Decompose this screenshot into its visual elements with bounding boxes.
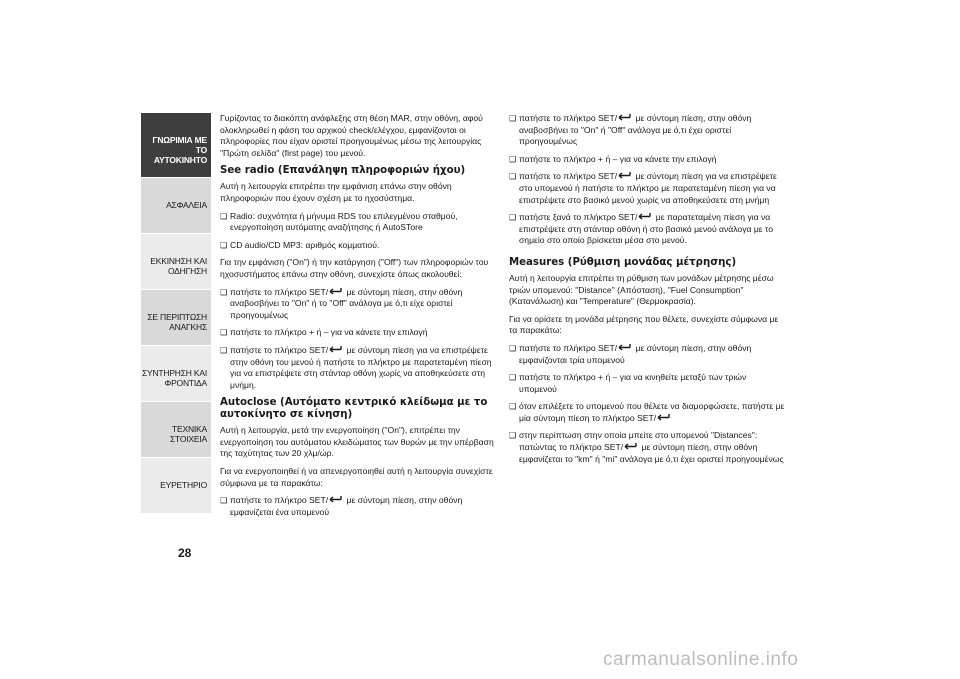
tab-starting-driving[interactable] (141, 234, 211, 290)
tab-label: ΣΥΝΤΗΡΗΣΗ ΚΑΙ ΦΡΟΝΤΙΔΑ (141, 368, 207, 388)
bullet-text: με σύντομη πίεση για να επιστρέψετε στην οθόνη του μενού ή πατήστε το πλήκτρο με παρατεταμένη πίεση για να επιστρέψετε στη στάνταρ οθόνη χωρίς να αποθηκεύσετε στη μνήμη. (230, 344, 492, 390)
paragraph: Για να ορίσετε τη μονάδα μέτρησης που θέλετε, συνεχίστε σύμφωνα με τα παρακάτω: (509, 313, 779, 336)
tab-label: ΕΥΡΕΤΗΡΙΟ (160, 480, 207, 490)
bullet-text: με σύντομη πίεση για να επιστρέψετε στο υπομενού ή πατήστε το πλήκτρο με παρατεταμένη πίεση για να επιστρέψετε στο βασικό μενού χωρίς να αποθηκεύσετε στη μνήμη (519, 171, 777, 205)
bullet-text: πατήστε το πλήκτρο SET/ (519, 171, 618, 182)
bullet-text: με σύντομη πίεση, στην οθόνη αναβοσβήνει το "On" ή το "Off" ανάλογα με ό,τι είχε οριστεί προηγουμένως (230, 286, 463, 320)
tab-safety[interactable] (141, 178, 211, 234)
bullet-text: στην περίπτωση στην οποία μπείτε στο υπομενού "Distances": πατώντας το πλήκτρο SET/ (519, 430, 758, 453)
bullet-item (509, 430, 785, 465)
tab-label: ΣΕ ΠΕΡΙΠΤΩΣΗ ΑΝΑΓΚΗΣ (147, 312, 207, 332)
bullet-item: ❑ CD audio/CD MP3: αριθμός κομματιού. (220, 240, 498, 252)
bullet-item: ❑ πατήστε το πλήκτρο + ή – για να κάνετε την επιλογή (220, 327, 498, 339)
bullet-text: όταν επιλέξετε το υπομενού που θέλετε να διαμορφώσετε, πατήστε με μία σύντομη πίεση το πλήκτρο SET/ (519, 401, 785, 423)
bullet-item (220, 495, 498, 518)
bullet-item: ❑ Radio: συχνότητα ή μήνυμα RDS του επιλεγμένου σταθμού, ενεργοποίηση αυτόματης αναζήτησης ή AutoSTore (220, 211, 498, 234)
tab-maintenance[interactable] (141, 346, 211, 402)
tab-getting-to-know[interactable] (141, 113, 211, 178)
return-arrow-icon (656, 413, 672, 422)
watermark: carmanualsonline.info (603, 649, 799, 670)
return-arrow-icon (328, 345, 344, 354)
bullet-item (220, 345, 498, 391)
section-heading: Measures (Ρύθμιση μονάδας μέτρησης) (509, 256, 737, 268)
return-arrow-icon (617, 171, 633, 180)
bullet-text: πατήστε ξανά το πλήκτρο SET/ (519, 212, 638, 223)
bullet-text: με σύντομη πίεση, στην οθόνη εμφανίζεται το "km" ή "mi" ανάλογα με ό,τι έχει οριστεί προηγουμένως (519, 442, 784, 464)
text-column-right (509, 113, 785, 471)
paragraph: Για να ενεργοποιηθεί ή να απενεργοποιηθεί αυτή η λειτουργία συνεχίστε σύμφωνα με τα παρακάτω: (220, 466, 493, 488)
return-arrow-icon (328, 495, 344, 504)
bullet-item (220, 287, 498, 322)
paragraph: Αυτή η λειτουργία, μετά την ενεργοποίηση ("On"), επιτρέπει την ενεργοποίηση του αυτόματου κλειδώματος των θυρών με την υπέρβαση της ταχύτητας των 20 χλμ/ώρ. (220, 425, 494, 459)
page-number: 28 (178, 546, 192, 560)
bullet-item (509, 401, 785, 424)
paragraph: Γυρίζοντας το διακόπτη ανάφλεξης στη θέση MAR, στην οθόνη, αφού ολοκληρωθεί η φάση του αρχικού check/ελέγχου, εμφανίζονται οι πληροφορίες που είχαν οριστεί προηγουμένως μέσω της λειτουργίας "Πρώτη σελίδα" (first page) του μενού. (220, 113, 483, 158)
tab-label: ΤΕΧΝΙΚΑ ΣΤΟΙΧΕΙΑ (169, 424, 207, 444)
text-column-left (220, 113, 498, 524)
bullet-text: πατήστε το πλήκτρο SET/ (519, 113, 618, 123)
bullet-text: με σύντομη πίεση, στην οθόνη εμφανίζονται τρία υπομενού (519, 342, 752, 365)
tab-label: ΓΝΩΡΙΜΙΑ ΜΕ ΤΟ ΑΥΤΟΚΙΝΗΤΟ (152, 135, 207, 165)
bullet-text: με παρατεταμένη πίεση για να επιστρέψετε στη στάνταρ οθόνη ή στο βασικό μενού ανάλογα με το σημείο στο οποίο βρίσκεται μέσα στο μενού. (519, 212, 774, 246)
bullet-item (509, 343, 785, 366)
section-heading: See radio (Επανάληψη πληροφοριών ήχου) (220, 165, 466, 177)
paragraph: Για την εμφάνιση ("On") ή την κατάργηση ("Off") των πληροφοριών του ηχοσυστήματος επάνω στην οθόνη, συνεχίστε όπως ακολουθεί: (220, 257, 489, 279)
paragraph: Αυτή η λειτουργία επιτρέπει την εμφάνιση επάνω στην οθόνη πληροφοριών που έχουν σχέση με το ηχοσύστημα. (220, 181, 452, 203)
bullet-text: με σύντομη πίεση, στην οθόνη εμφανίζεται ένα υπομενού (230, 495, 463, 517)
bullet-item: ❑ πατήστε το πλήκτρο + ή – για να κινηθείτε μεταξύ των τριών υπομενού (509, 372, 785, 395)
bullet-item (509, 171, 785, 206)
bullet-text: πατήστε το πλήκτρο SET/ (230, 286, 329, 297)
return-arrow-icon (617, 113, 633, 122)
bullet-item (509, 212, 785, 247)
bullet-item (509, 113, 785, 148)
tab-index[interactable] (141, 458, 211, 514)
return-arrow-icon (617, 343, 633, 352)
bullet-text: πατήστε το πλήκτρο SET/ (230, 495, 329, 506)
section-heading: Autoclose (Αυτόματο κεντρικό κλείδωμα με το αυτοκίνητο σε κίνηση) (220, 397, 488, 421)
return-arrow-icon (637, 212, 653, 221)
bullet-text: πατήστε το πλήκτρο SET/ (519, 342, 618, 353)
bullet-text: με σύντομη πίεση, στην οθόνη αναβοσβήνει το "On" ή "Off" ανάλογα με ό,τι έχει οριστεί προηγουμένως (519, 113, 752, 147)
bullet-item: ❑ πατήστε το πλήκτρο + ή – για να κάνετε την επιλογή (509, 154, 785, 166)
tab-label: ΕΚΚΙΝΗΣΗ ΚΑΙ ΟΔΗΓΗΣΗ (150, 256, 207, 276)
tab-label: ΑΣΦΑΛΕΙΑ (166, 200, 207, 210)
tab-technical-data[interactable] (141, 402, 211, 458)
tab-emergency[interactable] (141, 290, 211, 346)
paragraph: Αυτή η λειτουργία επιτρέπει τη ρύθμιση των μονάδων μέτρησης μέσω τριών υπομενού: "Distance" (Απόσταση), "Fuel Consumption" (Κατανάλωση) και "Temperature" (Θερμοκρασία). (509, 272, 774, 307)
bullet-text: πατήστε το πλήκτρο SET/ (230, 344, 329, 355)
chapter-sidebar (141, 113, 211, 514)
return-arrow-icon (623, 442, 639, 451)
return-arrow-icon (328, 287, 344, 296)
